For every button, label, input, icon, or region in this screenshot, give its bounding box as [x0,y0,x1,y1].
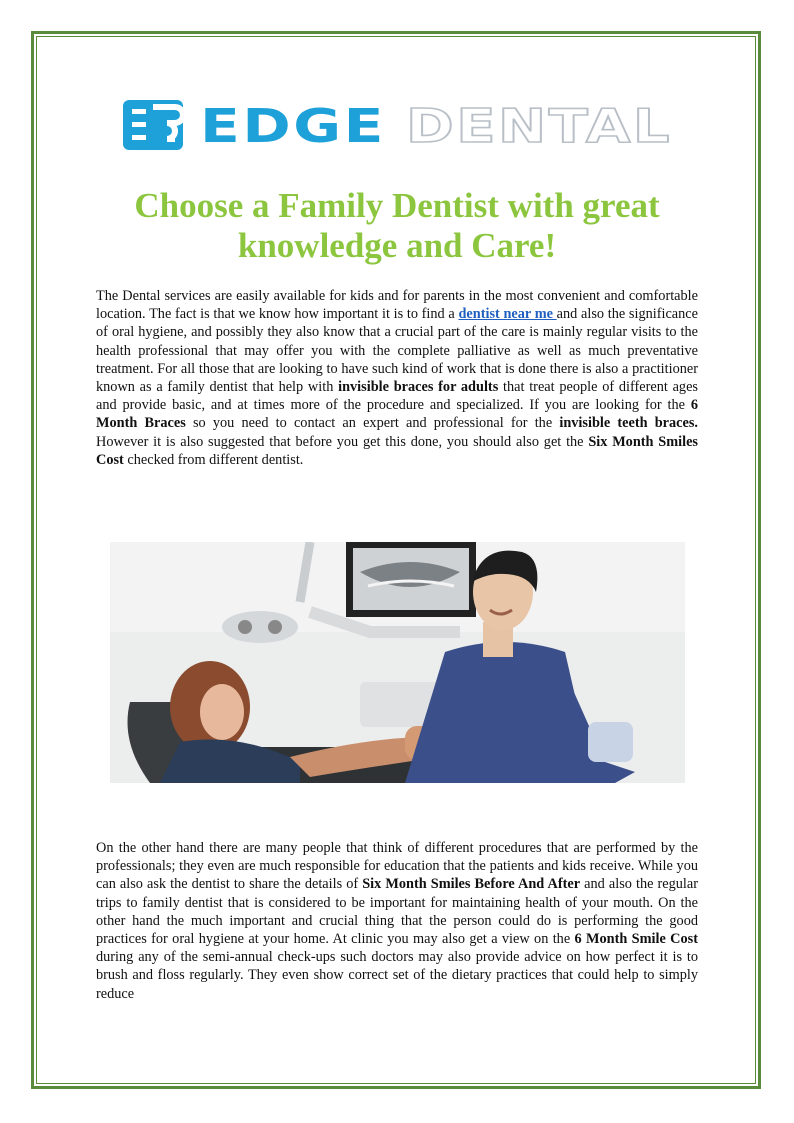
dentist-near-me-link[interactable]: dentist near me [458,306,557,323]
keyword-before-after: Six Month Smiles Before And After [362,876,581,893]
keyword-invisible-braces: invisible braces for adults [338,379,499,396]
logo-word-edge: EDGE [200,99,386,153]
logo-word-dental: DENTAL [406,99,672,153]
keyword-invisible-teeth-braces: invisible teeth braces. [559,415,699,432]
dentist-patient-photo [110,542,685,783]
keyword-six-month-smiles-cost: Six Month Smiles Cost [96,433,698,468]
logo-emblem-icon [123,100,183,150]
second-paragraph: On the other hand there are many people that think of different procedures that are performed by the professionals; they even are much responsible for education that the patients and kids receive. While you can also ask the dentist to share the details of Six Month Smiles Before And After and also the regular trips to family dentist that is considered to be important for maintaining health of your mouth. On the other hand the much important and crucial thing that the person could do is performing the good practices for oral hygiene at your home. At clinic you may also get a view on the 6 Month Smile Cost during any of the semi-annual check-ups such doctors may also provide advice on how perfect it is to brush and floss regularly. They even show correct set of the dietary practices that could help to simply reduce [96,840,699,1002]
page-title: Choose a Family Dentist with great knowledge and Care! [134,186,660,265]
xray-monitor-icon [346,542,476,617]
edge-dental-logo [120,95,680,155]
keyword-6-month-braces: 6 Month Braces [96,397,698,432]
intro-paragraph: The Dental services are easily available for kids and for parents in the most convenient and comfortable location. The fact is that we know how important it is to find a dentist near me and also the significance of oral hygiene, and possibly they also know that a crucial part of the care is mainly regular visits to the health professional that may offer you with the complete palliative as well as much preventative treatment. For all those that are looking to have such kind of work that is done there is also a practitioner known as a family dentist that help with invisible braces for adults that treat people of different ages and provide basic, and at times more of the procedure and specialized. If you are looking for the 6 Month Braces so you need to contact an expert and professional for the invisible teeth braces. However it is also suggested that before you get this done, you should also get the Six Month Smiles Cost checked from different dentist. [96,288,699,468]
keyword-6-month-smile-cost: 6 Month Smile Cost [574,931,698,948]
